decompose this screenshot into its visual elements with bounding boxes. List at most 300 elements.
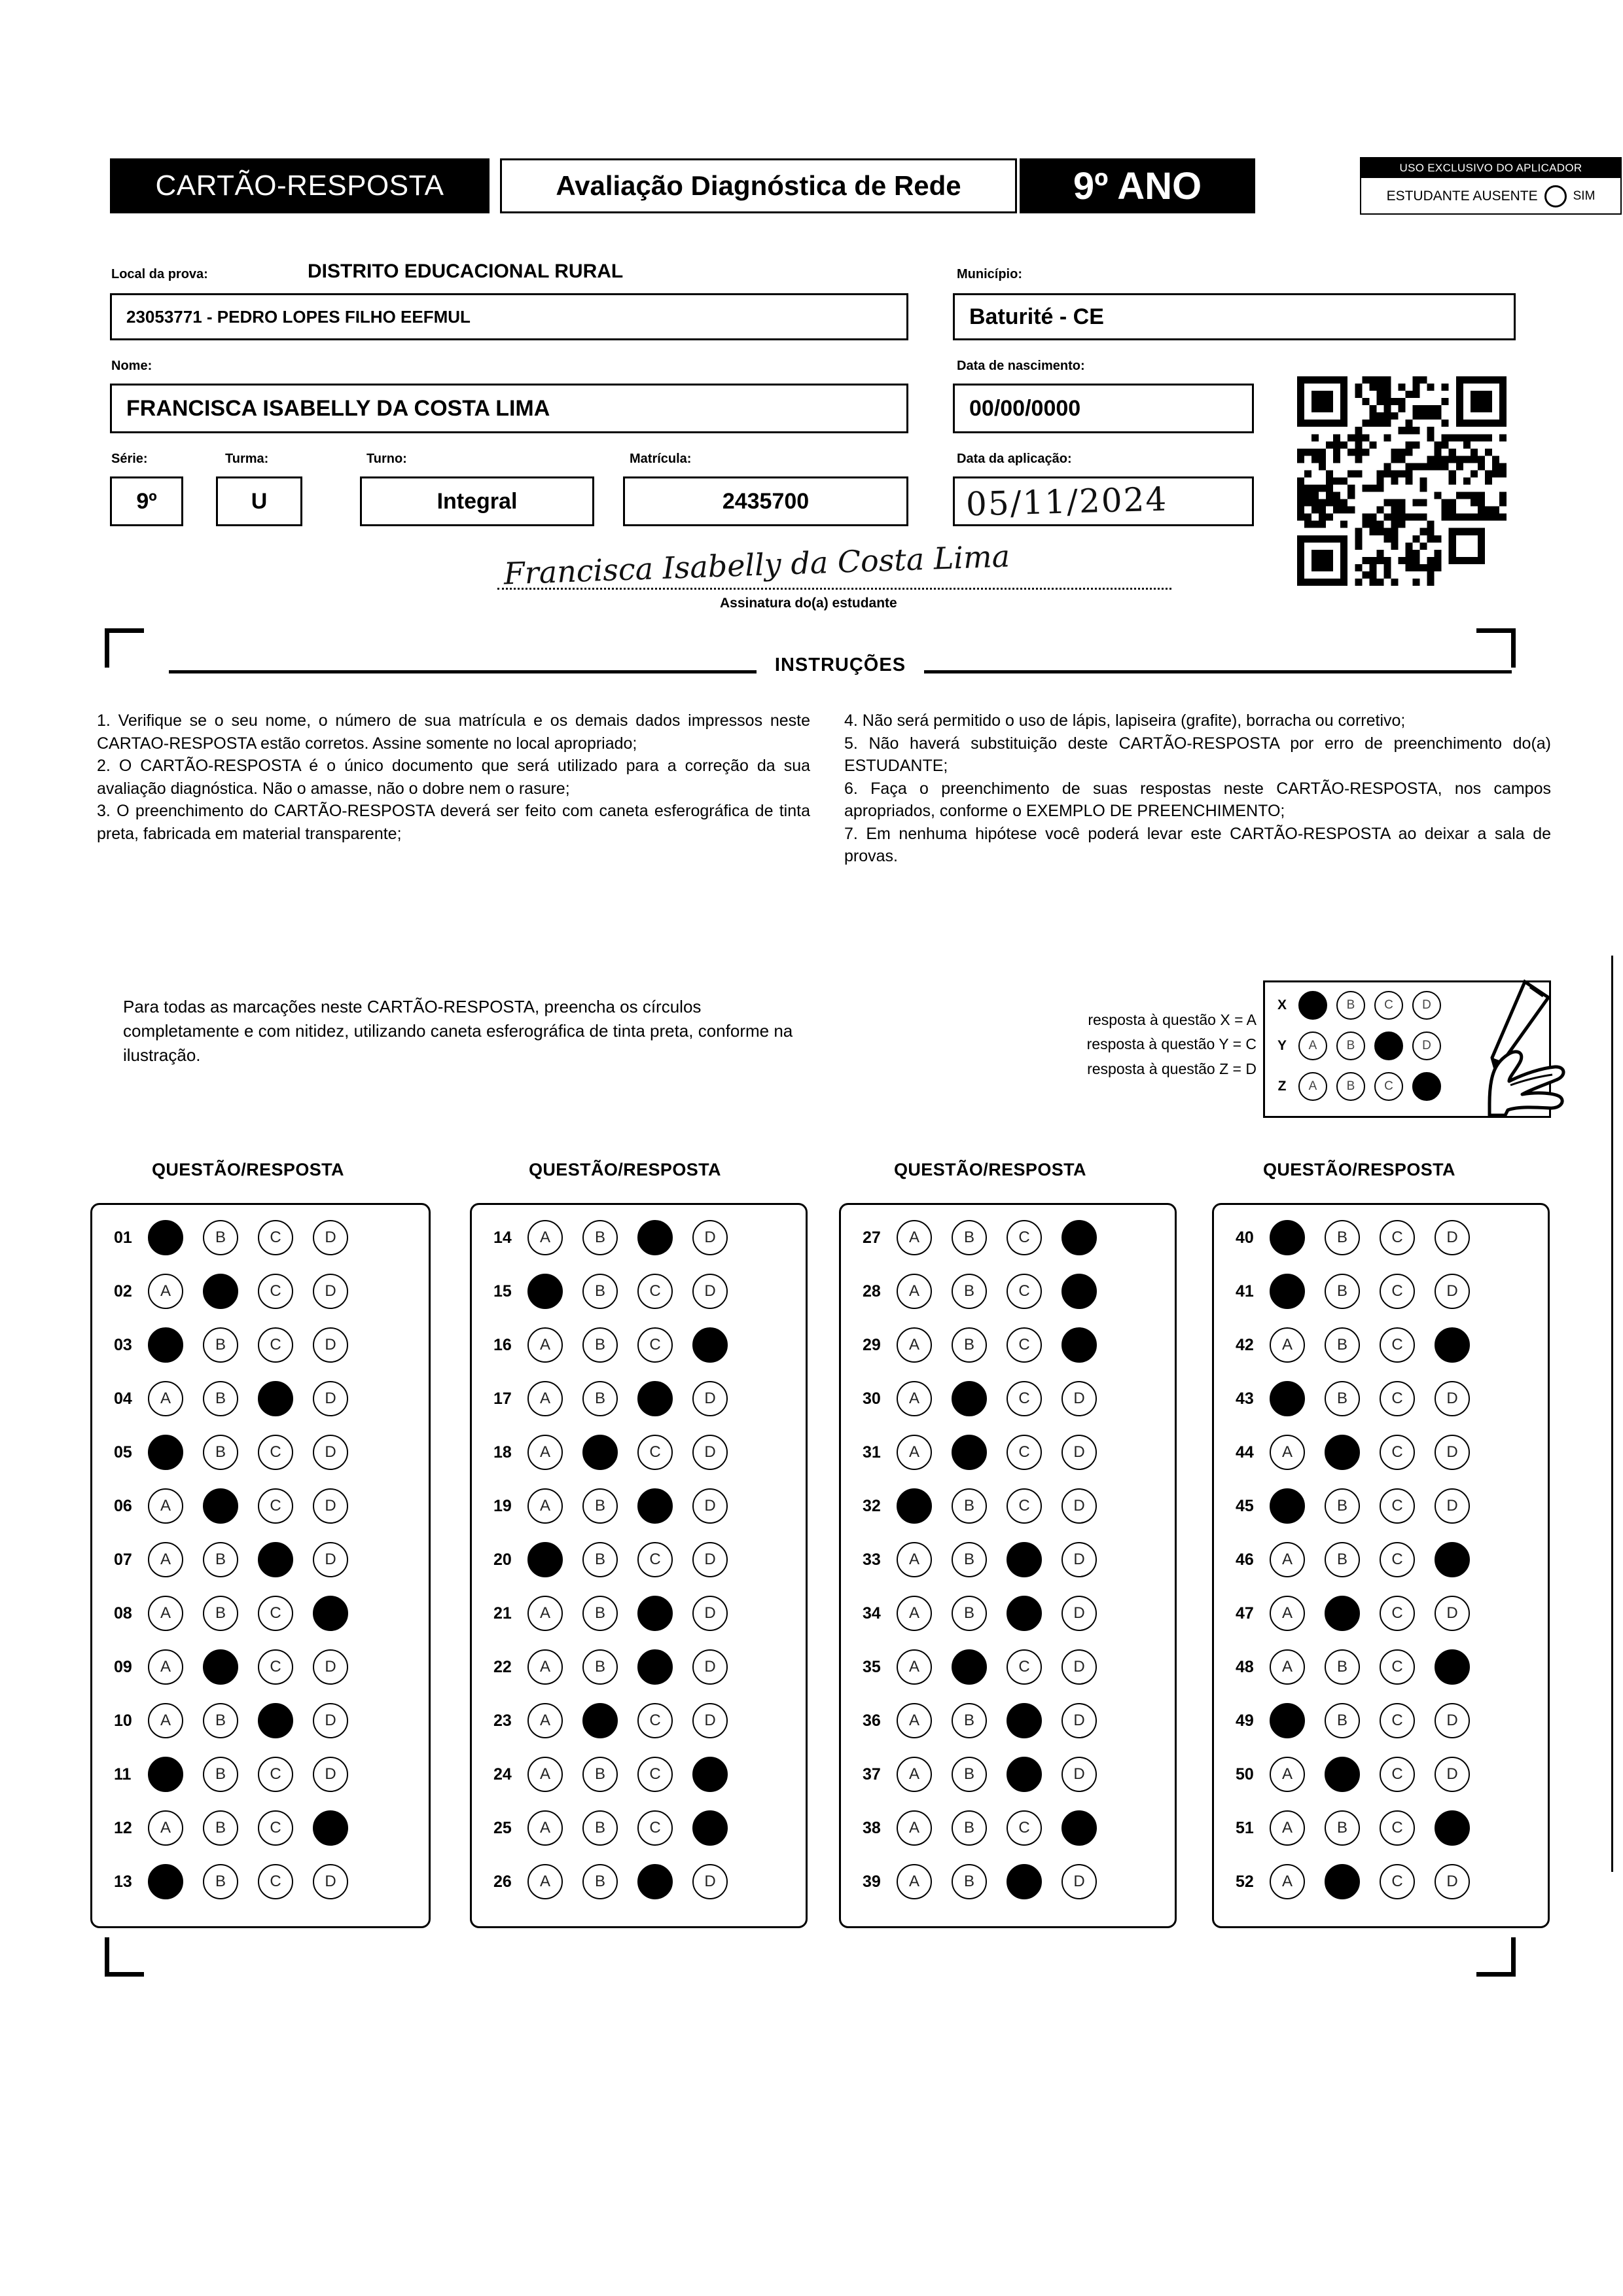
answer-bubble-41-d[interactable]: D: [1435, 1274, 1470, 1309]
answer-row[interactable]: [863, 1220, 1116, 1255]
answer-bubble-35-d[interactable]: D: [1061, 1649, 1097, 1685]
answer-bubble-45-b[interactable]: B: [1325, 1488, 1360, 1524]
answer-bubble-36-a[interactable]: A: [897, 1703, 932, 1738]
answer-bubble-45-a[interactable]: [1270, 1488, 1305, 1524]
answer-bubble-01-b[interactable]: B: [203, 1220, 238, 1255]
answer-bubble-37-d[interactable]: D: [1061, 1757, 1097, 1792]
answer-bubble-39-a[interactable]: A: [897, 1864, 932, 1899]
answer-bubble-11-a[interactable]: [148, 1757, 183, 1792]
answer-row[interactable]: [114, 1596, 368, 1631]
question-number: 46: [1236, 1550, 1254, 1569]
example-row: [1275, 1072, 1441, 1101]
answer-row[interactable]: [493, 1810, 747, 1846]
answer-bubble-27-c[interactable]: C: [1007, 1220, 1042, 1255]
answer-bubble-45-c[interactable]: C: [1380, 1488, 1415, 1524]
answer-bubble-44-d[interactable]: D: [1435, 1435, 1470, 1470]
answer-bubble-03-d[interactable]: D: [313, 1327, 348, 1363]
answer-bubble-40-a[interactable]: [1270, 1220, 1305, 1255]
answer-row[interactable]: [114, 1327, 368, 1363]
answer-bubble-48-d[interactable]: [1435, 1649, 1470, 1685]
answer-bubble-17-d[interactable]: D: [692, 1381, 728, 1416]
answer-bubble-01-d[interactable]: D: [313, 1220, 348, 1255]
answer-bubble-24-b[interactable]: B: [582, 1757, 618, 1792]
answer-bubble-39-b[interactable]: B: [952, 1864, 987, 1899]
answer-bubble-20-a[interactable]: [527, 1542, 563, 1577]
answer-row[interactable]: [1236, 1542, 1489, 1577]
answer-bubble-47-c[interactable]: C: [1380, 1596, 1415, 1631]
answer-row[interactable]: [114, 1381, 368, 1416]
answer-row[interactable]: [493, 1649, 747, 1685]
answer-bubble-22-b[interactable]: B: [582, 1649, 618, 1685]
answer-bubble-41-c[interactable]: C: [1380, 1274, 1415, 1309]
answer-bubble-18-c[interactable]: C: [637, 1435, 673, 1470]
answer-bubble-37-b[interactable]: B: [952, 1757, 987, 1792]
answer-bubble-26-a[interactable]: A: [527, 1864, 563, 1899]
answer-bubble-05-a[interactable]: [148, 1435, 183, 1470]
answer-bubble-02-b[interactable]: [203, 1274, 238, 1309]
answer-row[interactable]: [493, 1757, 747, 1792]
answer-bubble-30-c[interactable]: C: [1007, 1381, 1042, 1416]
answer-bubble-09-a[interactable]: A: [148, 1649, 183, 1685]
answer-bubble-43-c[interactable]: C: [1380, 1381, 1415, 1416]
answer-bubble-48-b[interactable]: B: [1325, 1649, 1360, 1685]
answer-bubble-13-b[interactable]: B: [203, 1864, 238, 1899]
answer-row[interactable]: [1236, 1703, 1489, 1738]
answer-bubble-02-c[interactable]: C: [258, 1274, 293, 1309]
answer-bubble-48-c[interactable]: C: [1380, 1649, 1415, 1685]
answer-bubble-51-a[interactable]: A: [1270, 1810, 1305, 1846]
answer-bubble-32-d[interactable]: D: [1061, 1488, 1097, 1524]
answer-bubble-18-a[interactable]: A: [527, 1435, 563, 1470]
answer-row[interactable]: [114, 1703, 368, 1738]
answer-bubble-34-c[interactable]: [1007, 1596, 1042, 1631]
answer-bubble-14-d[interactable]: D: [692, 1220, 728, 1255]
answer-bubble-38-d[interactable]: [1061, 1810, 1097, 1846]
answer-bubble-21-c[interactable]: [637, 1596, 673, 1631]
answer-bubble-20-b[interactable]: B: [582, 1542, 618, 1577]
answer-bubble-17-b[interactable]: B: [582, 1381, 618, 1416]
answer-row[interactable]: [863, 1327, 1116, 1363]
answer-bubble-50-d[interactable]: D: [1435, 1757, 1470, 1792]
answer-row[interactable]: [1236, 1649, 1489, 1685]
answer-bubble-16-d[interactable]: [692, 1327, 728, 1363]
answer-bubble-13-a[interactable]: [148, 1864, 183, 1899]
answer-bubble-21-d[interactable]: D: [692, 1596, 728, 1631]
answer-bubble-48-a[interactable]: A: [1270, 1649, 1305, 1685]
answer-bubble-29-a[interactable]: A: [897, 1327, 932, 1363]
instruction-item: 4. Não será permitido o uso de lápis, lapiseira (grafite), borracha ou corretivo;: [844, 711, 1406, 730]
answer-bubble-06-a[interactable]: A: [148, 1488, 183, 1524]
answer-bubble-22-d[interactable]: D: [692, 1649, 728, 1685]
answer-row[interactable]: [863, 1649, 1116, 1685]
answer-bubble-24-a[interactable]: A: [527, 1757, 563, 1792]
answer-bubble-25-d[interactable]: [692, 1810, 728, 1846]
answer-bubble-02-d[interactable]: D: [313, 1274, 348, 1309]
answer-bubble-01-a[interactable]: [148, 1220, 183, 1255]
answer-bubble-47-b[interactable]: [1325, 1596, 1360, 1631]
answer-bubble-38-b[interactable]: B: [952, 1810, 987, 1846]
answer-bubble-08-b[interactable]: B: [203, 1596, 238, 1631]
answer-bubble-41-a[interactable]: [1270, 1274, 1305, 1309]
answer-row[interactable]: [1236, 1810, 1489, 1846]
answer-bubble-06-c[interactable]: C: [258, 1488, 293, 1524]
answer-bubble-04-a[interactable]: A: [148, 1381, 183, 1416]
answer-bubble-51-c[interactable]: C: [1380, 1810, 1415, 1846]
answer-bubble-12-b[interactable]: B: [203, 1810, 238, 1846]
answer-row[interactable]: [493, 1703, 747, 1738]
answer-bubble-28-c[interactable]: C: [1007, 1274, 1042, 1309]
answer-bubble-44-b[interactable]: [1325, 1435, 1360, 1470]
signature-label: Assinatura do(a) estudante: [720, 596, 897, 611]
answer-bubble-36-d[interactable]: D: [1061, 1703, 1097, 1738]
answer-bubble-40-c[interactable]: C: [1380, 1220, 1415, 1255]
answer-bubble-18-d[interactable]: D: [692, 1435, 728, 1470]
answer-bubble-31-d[interactable]: D: [1061, 1435, 1097, 1470]
answer-row[interactable]: [493, 1381, 747, 1416]
answer-bubble-04-b[interactable]: B: [203, 1381, 238, 1416]
answer-bubble-47-d[interactable]: D: [1435, 1596, 1470, 1631]
answer-row[interactable]: [1236, 1327, 1489, 1363]
answer-bubble-04-c[interactable]: [258, 1381, 293, 1416]
answer-bubble-19-b[interactable]: B: [582, 1488, 618, 1524]
answer-bubble-32-a[interactable]: [897, 1488, 932, 1524]
answer-bubble-50-c[interactable]: C: [1380, 1757, 1415, 1792]
answer-bubble-25-c[interactable]: C: [637, 1810, 673, 1846]
answer-bubble-12-c[interactable]: C: [258, 1810, 293, 1846]
answer-bubble-11-d[interactable]: D: [313, 1757, 348, 1792]
answer-bubble-51-b[interactable]: B: [1325, 1810, 1360, 1846]
answer-bubble-33-b[interactable]: B: [952, 1542, 987, 1577]
question-number: 09: [114, 1657, 132, 1676]
answer-bubble-49-a[interactable]: [1270, 1703, 1305, 1738]
answer-bubble-34-b[interactable]: B: [952, 1596, 987, 1631]
answer-bubble-23-b[interactable]: [582, 1703, 618, 1738]
answer-bubble-52-a[interactable]: A: [1270, 1864, 1305, 1899]
answer-bubble-49-c[interactable]: C: [1380, 1703, 1415, 1738]
answer-bubble-05-b[interactable]: B: [203, 1435, 238, 1470]
instructions-column-left: [97, 709, 810, 845]
answer-bubble-31-b[interactable]: [952, 1435, 987, 1470]
answer-bubble-38-c[interactable]: C: [1007, 1810, 1042, 1846]
answer-bubble-23-c[interactable]: C: [637, 1703, 673, 1738]
example-row: [1275, 1031, 1441, 1060]
answer-bubble-10-b[interactable]: B: [203, 1703, 238, 1738]
data-aplicacao-handwritten: 05/11/2024: [965, 480, 1168, 524]
answer-bubble-08-d[interactable]: [313, 1596, 348, 1631]
answer-bubble-47-a[interactable]: A: [1270, 1596, 1305, 1631]
question-number: 22: [493, 1657, 512, 1676]
answer-bubble-33-c[interactable]: [1007, 1542, 1042, 1577]
answer-bubble-07-b[interactable]: B: [203, 1542, 238, 1577]
answer-bubble-43-d[interactable]: D: [1435, 1381, 1470, 1416]
answer-bubble-15-c[interactable]: C: [637, 1274, 673, 1309]
answer-bubble-42-d[interactable]: [1435, 1327, 1470, 1363]
assessment-title: Avaliação Diagnóstica de Rede: [500, 158, 1017, 213]
answer-bubble-18-b[interactable]: [582, 1435, 618, 1470]
answer-bubble-15-a[interactable]: [527, 1274, 563, 1309]
question-number: 38: [863, 1818, 881, 1837]
answer-row[interactable]: [1236, 1488, 1489, 1524]
question-number: 48: [1236, 1657, 1254, 1676]
question-number: 32: [863, 1496, 881, 1515]
absent-yes-label: SIM: [1573, 189, 1596, 203]
answer-bubble-43-a[interactable]: [1270, 1381, 1305, 1416]
answer-row[interactable]: [114, 1810, 368, 1846]
answer-row[interactable]: [863, 1381, 1116, 1416]
answer-row[interactable]: [493, 1220, 747, 1255]
answer-bubble-31-c[interactable]: C: [1007, 1435, 1042, 1470]
answer-row[interactable]: [1236, 1435, 1489, 1470]
answer-bubble-46-d[interactable]: [1435, 1542, 1470, 1577]
answer-bubble-15-b[interactable]: B: [582, 1274, 618, 1309]
answer-bubble-37-c[interactable]: [1007, 1757, 1042, 1792]
answer-bubble-06-b[interactable]: [203, 1488, 238, 1524]
answer-column-header: QUESTÃO/RESPOSTA: [1263, 1160, 1455, 1179]
instructions-title: INSTRUÇÕES: [774, 655, 906, 675]
answer-bubble-22-c[interactable]: [637, 1649, 673, 1685]
answer-bubble-52-b[interactable]: [1325, 1864, 1360, 1899]
answer-bubble-28-a[interactable]: A: [897, 1274, 932, 1309]
answer-bubble-40-d[interactable]: D: [1435, 1220, 1470, 1255]
example-bubble-c: C: [1374, 1031, 1403, 1060]
answer-bubble-34-a[interactable]: A: [897, 1596, 932, 1631]
answer-bubble-10-a[interactable]: A: [148, 1703, 183, 1738]
answer-bubble-03-c[interactable]: C: [258, 1327, 293, 1363]
example-bubble-c: C: [1374, 1072, 1403, 1101]
answer-bubble-01-c[interactable]: C: [258, 1220, 293, 1255]
answer-bubble-09-d[interactable]: D: [313, 1649, 348, 1685]
answer-row[interactable]: [114, 1220, 368, 1255]
answer-bubble-10-c[interactable]: [258, 1703, 293, 1738]
answer-bubble-22-a[interactable]: A: [527, 1649, 563, 1685]
answer-bubble-17-a[interactable]: A: [527, 1381, 563, 1416]
answer-bubble-35-c[interactable]: C: [1007, 1649, 1042, 1685]
answer-row[interactable]: [114, 1649, 368, 1685]
answer-bubble-14-a[interactable]: A: [527, 1220, 563, 1255]
answer-bubble-42-b[interactable]: B: [1325, 1327, 1360, 1363]
answer-bubble-40-b[interactable]: B: [1325, 1220, 1360, 1255]
answer-row[interactable]: [863, 1810, 1116, 1846]
answer-row[interactable]: [1236, 1220, 1489, 1255]
answer-bubble-07-c[interactable]: [258, 1542, 293, 1577]
answer-row[interactable]: [863, 1596, 1116, 1631]
answer-bubble-21-b[interactable]: B: [582, 1596, 618, 1631]
answer-bubble-02-a[interactable]: A: [148, 1274, 183, 1309]
answer-bubble-16-b[interactable]: B: [582, 1327, 618, 1363]
answer-bubble-27-a[interactable]: A: [897, 1220, 932, 1255]
answer-bubble-26-b[interactable]: B: [582, 1864, 618, 1899]
answer-bubble-08-c[interactable]: C: [258, 1596, 293, 1631]
example-row: [1275, 991, 1441, 1020]
answer-bubble-04-d[interactable]: D: [313, 1381, 348, 1416]
question-number: 51: [1236, 1818, 1254, 1837]
answer-row[interactable]: [1236, 1596, 1489, 1631]
answer-bubble-46-b[interactable]: B: [1325, 1542, 1360, 1577]
answer-row[interactable]: [114, 1274, 368, 1309]
answer-bubble-27-b[interactable]: B: [952, 1220, 987, 1255]
answer-row[interactable]: [493, 1327, 747, 1363]
answer-bubble-13-d[interactable]: D: [313, 1864, 348, 1899]
answer-row[interactable]: [114, 1488, 368, 1524]
answer-bubble-05-c[interactable]: C: [258, 1435, 293, 1470]
answer-bubble-52-d[interactable]: D: [1435, 1864, 1470, 1899]
answer-bubble-29-d[interactable]: [1061, 1327, 1097, 1363]
answer-row[interactable]: [1236, 1274, 1489, 1309]
answer-row[interactable]: [114, 1757, 368, 1792]
answer-bubble-26-c[interactable]: [637, 1864, 673, 1899]
answer-bubble-13-c[interactable]: C: [258, 1864, 293, 1899]
example-bubble-d: D: [1412, 991, 1441, 1020]
answer-row[interactable]: [493, 1542, 747, 1577]
answer-bubble-49-b[interactable]: B: [1325, 1703, 1360, 1738]
answer-row[interactable]: [1236, 1381, 1489, 1416]
answer-row[interactable]: [1236, 1864, 1489, 1899]
answer-bubble-43-b[interactable]: B: [1325, 1381, 1360, 1416]
instruction-item: 5. Não haverá substituição deste CARTÃO-RESPOSTA por erro de preenchimento do(a) ESTUDANTE;: [844, 734, 1551, 775]
answer-bubble-37-a[interactable]: A: [897, 1757, 932, 1792]
question-number: 24: [493, 1765, 512, 1784]
answer-bubble-32-b[interactable]: B: [952, 1488, 987, 1524]
answer-bubble-50-b[interactable]: [1325, 1757, 1360, 1792]
question-number: 04: [114, 1389, 132, 1408]
answer-bubble-46-a[interactable]: A: [1270, 1542, 1305, 1577]
local-region-value: DISTRITO EDUCACIONAL RURAL: [308, 260, 624, 282]
answer-row[interactable]: [863, 1703, 1116, 1738]
answer-bubble-52-c[interactable]: C: [1380, 1864, 1415, 1899]
instructions-column-right: [844, 709, 1551, 868]
data-aplicacao-label: Data da aplicação:: [957, 452, 1072, 466]
answer-bubble-41-b[interactable]: B: [1325, 1274, 1360, 1309]
answer-bubble-20-d[interactable]: D: [692, 1542, 728, 1577]
answer-bubble-24-d[interactable]: [692, 1757, 728, 1792]
answer-bubble-14-b[interactable]: B: [582, 1220, 618, 1255]
answer-row[interactable]: [114, 1864, 368, 1899]
answer-row[interactable]: [863, 1757, 1116, 1792]
answer-bubble-51-d[interactable]: [1435, 1810, 1470, 1846]
answer-bubble-06-d[interactable]: D: [313, 1488, 348, 1524]
answer-row[interactable]: [493, 1274, 747, 1309]
answer-bubble-31-a[interactable]: A: [897, 1435, 932, 1470]
answer-row[interactable]: [493, 1435, 747, 1470]
absent-yes-bubble[interactable]: [1544, 185, 1567, 207]
answer-bubble-16-c[interactable]: C: [637, 1327, 673, 1363]
answer-bubble-16-a[interactable]: A: [527, 1327, 563, 1363]
answer-bubble-30-d[interactable]: D: [1061, 1381, 1097, 1416]
answer-bubble-30-b[interactable]: [952, 1381, 987, 1416]
answer-bubble-28-d[interactable]: [1061, 1274, 1097, 1309]
answer-bubble-14-c[interactable]: [637, 1220, 673, 1255]
answer-bubble-07-d[interactable]: D: [313, 1542, 348, 1577]
answer-bubble-38-a[interactable]: A: [897, 1810, 932, 1846]
answer-row[interactable]: [493, 1864, 747, 1899]
answer-bubble-20-c[interactable]: C: [637, 1542, 673, 1577]
answer-bubble-36-b[interactable]: B: [952, 1703, 987, 1738]
answer-bubble-39-d[interactable]: D: [1061, 1864, 1097, 1899]
answer-bubble-49-d[interactable]: D: [1435, 1703, 1470, 1738]
answer-bubble-29-c[interactable]: C: [1007, 1327, 1042, 1363]
answer-row[interactable]: [493, 1488, 747, 1524]
answer-bubble-07-a[interactable]: A: [148, 1542, 183, 1577]
example-row-label: X: [1277, 997, 1287, 1013]
answer-row[interactable]: [863, 1435, 1116, 1470]
answer-bubble-44-c[interactable]: C: [1380, 1435, 1415, 1470]
answer-bubble-25-a[interactable]: A: [527, 1810, 563, 1846]
answer-bubble-19-c[interactable]: [637, 1488, 673, 1524]
page-edge-mark: [1611, 956, 1613, 1872]
question-number: 20: [493, 1550, 512, 1569]
answer-bubble-35-b[interactable]: [952, 1649, 987, 1685]
answer-row[interactable]: [863, 1488, 1116, 1524]
answer-bubble-25-b[interactable]: B: [582, 1810, 618, 1846]
answer-bubble-26-d[interactable]: D: [692, 1864, 728, 1899]
answer-bubble-27-d[interactable]: [1061, 1220, 1097, 1255]
answer-bubble-08-a[interactable]: A: [148, 1596, 183, 1631]
answer-bubble-36-c[interactable]: [1007, 1703, 1042, 1738]
question-number: 41: [1236, 1282, 1254, 1300]
answer-bubble-19-a[interactable]: A: [527, 1488, 563, 1524]
answer-bubble-33-d[interactable]: D: [1061, 1542, 1097, 1577]
answer-bubble-33-a[interactable]: A: [897, 1542, 932, 1577]
answer-bubble-44-a[interactable]: A: [1270, 1435, 1305, 1470]
answer-row[interactable]: [114, 1435, 368, 1470]
instruction-item: 7. Em nenhuma hipótese você poderá levar este CARTÃO-RESPOSTA ao deixar a sala de provas.: [844, 824, 1551, 865]
answer-bubble-15-d[interactable]: D: [692, 1274, 728, 1309]
answer-bubble-11-b[interactable]: B: [203, 1757, 238, 1792]
answer-bubble-42-a[interactable]: A: [1270, 1327, 1305, 1363]
question-number: 29: [863, 1335, 881, 1354]
answer-bubble-09-b[interactable]: [203, 1649, 238, 1685]
answer-bubble-23-a[interactable]: A: [527, 1703, 563, 1738]
answer-row[interactable]: [863, 1542, 1116, 1577]
question-number: 05: [114, 1443, 132, 1462]
frame-corner-top-right: [1476, 628, 1516, 668]
question-number: 26: [493, 1872, 512, 1891]
answer-bubble-39-c[interactable]: [1007, 1864, 1042, 1899]
answer-bubble-45-d[interactable]: D: [1435, 1488, 1470, 1524]
answer-bubble-50-a[interactable]: A: [1270, 1757, 1305, 1792]
answer-row[interactable]: [863, 1274, 1116, 1309]
answer-bubble-09-c[interactable]: C: [258, 1649, 293, 1685]
hand-with-pen-icon: [1427, 975, 1577, 1119]
answer-bubble-21-a[interactable]: A: [527, 1596, 563, 1631]
answer-row[interactable]: [1236, 1757, 1489, 1792]
answer-bubble-03-b[interactable]: B: [203, 1327, 238, 1363]
answer-bubble-11-c[interactable]: C: [258, 1757, 293, 1792]
answer-bubble-05-d[interactable]: D: [313, 1435, 348, 1470]
answer-bubble-03-a[interactable]: [148, 1327, 183, 1363]
answer-bubble-32-c[interactable]: C: [1007, 1488, 1042, 1524]
instruction-item: 3. O preenchimento do CARTÃO-RESPOSTA deverá ser feito com caneta esferográfica de tinta preta, fabricada em material transparente;: [97, 802, 810, 843]
answer-bubble-12-d[interactable]: [313, 1810, 348, 1846]
answer-bubble-28-b[interactable]: B: [952, 1274, 987, 1309]
answer-bubble-19-d[interactable]: D: [692, 1488, 728, 1524]
answer-bubble-29-b[interactable]: B: [952, 1327, 987, 1363]
answer-bubble-17-c[interactable]: [637, 1381, 673, 1416]
answer-bubble-23-d[interactable]: D: [692, 1703, 728, 1738]
answer-row[interactable]: [493, 1596, 747, 1631]
answer-bubble-24-c[interactable]: C: [637, 1757, 673, 1792]
answer-bubble-42-c[interactable]: C: [1380, 1327, 1415, 1363]
answer-bubble-46-c[interactable]: C: [1380, 1542, 1415, 1577]
answer-bubble-10-d[interactable]: D: [313, 1703, 348, 1738]
answer-row[interactable]: [114, 1542, 368, 1577]
answer-bubble-35-a[interactable]: A: [897, 1649, 932, 1685]
answer-bubble-30-a[interactable]: A: [897, 1381, 932, 1416]
answer-bubble-34-d[interactable]: D: [1061, 1596, 1097, 1631]
answer-row[interactable]: [863, 1864, 1116, 1899]
answer-bubble-12-a[interactable]: A: [148, 1810, 183, 1846]
question-number: 49: [1236, 1711, 1254, 1730]
